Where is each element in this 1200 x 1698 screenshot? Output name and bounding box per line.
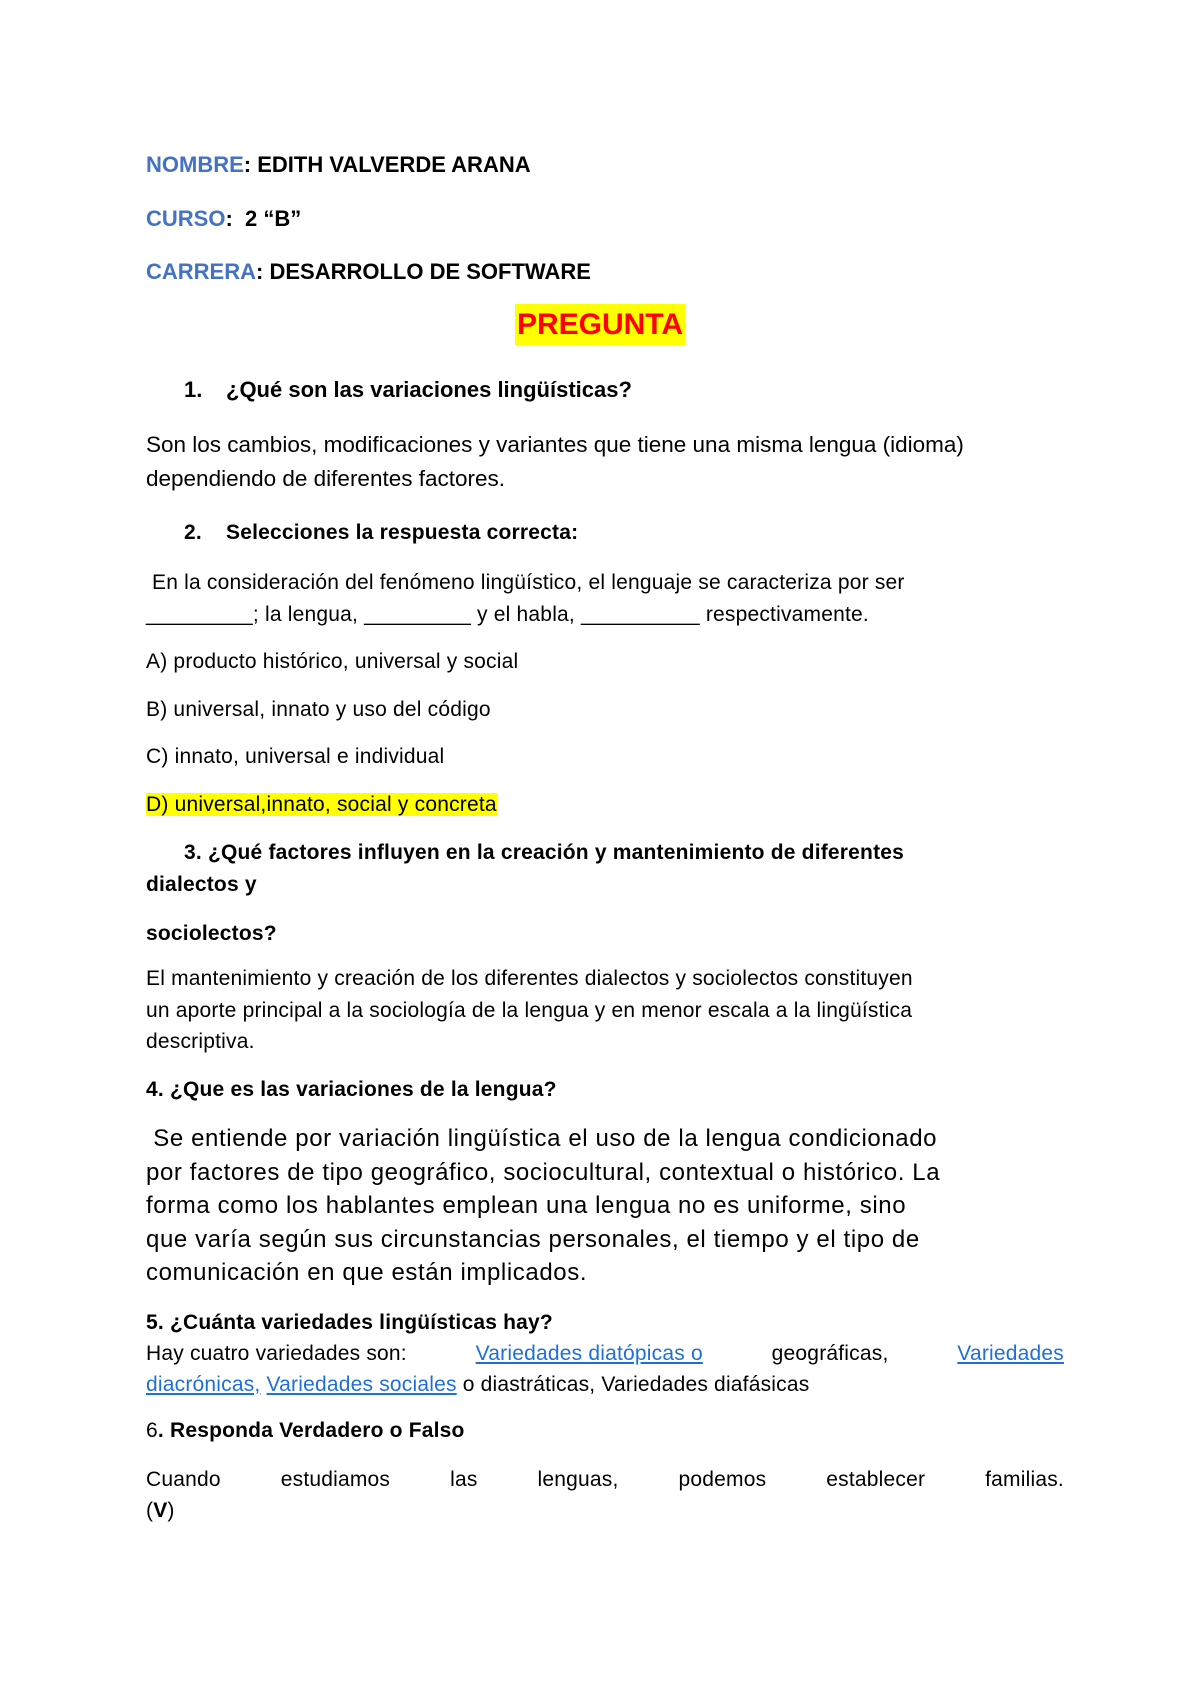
q6-statement-word: establecer xyxy=(826,1468,926,1491)
carrera-line: CARRERA: DESARROLLO DE SOFTWARE xyxy=(146,259,591,284)
curso-label: CURSO xyxy=(146,206,226,231)
q4-answer-line1-pre: Se entiende por variación lingüística el xyxy=(153,1125,596,1152)
q6-statement xyxy=(146,1468,1064,1492)
q6-statement-word: lenguas, xyxy=(537,1468,619,1491)
nombre-line: NOMBRE: EDITH VALVERDE ARANA xyxy=(146,152,531,177)
link-variedades-diacronicas[interactable]: diacrónicas, xyxy=(146,1373,261,1396)
q6-statement-word: estudiamos xyxy=(280,1468,391,1491)
q5-question: 5. ¿Cuánta variedades lingüísticas hay? xyxy=(146,1311,553,1334)
q4-answer-line1 xyxy=(146,1125,937,1153)
q3-answer-line2: un aporte principal a la sociología de la lengua y en menor escala a la lingüística xyxy=(146,999,913,1022)
q6-answer: (V) xyxy=(146,1499,175,1522)
carrera-label: CARRERA xyxy=(146,259,256,284)
curso-value: 2 “B” xyxy=(245,206,302,231)
nombre-label: NOMBRE xyxy=(146,152,244,177)
q2-option-d-highlighted: D) universal,innato, social y concreta xyxy=(146,793,497,816)
q4-answer-line2: por factores de tipo geográfico, sociocultural, contextual o histórico. La xyxy=(146,1159,941,1186)
carrera-value: DESARROLLO DE SOFTWARE xyxy=(269,259,591,284)
q2-question xyxy=(184,521,578,545)
q5-answer-line2 xyxy=(146,1373,809,1397)
q3-question-line3: sociolectos? xyxy=(146,922,277,945)
q4-answer-line1-post: condicionado xyxy=(781,1125,938,1152)
q6-statement-word: Cuando xyxy=(146,1468,221,1491)
q6-question xyxy=(146,1419,465,1443)
q5-line1-text: Hay cuatro variedades son: xyxy=(146,1342,407,1365)
q6-answer-value: V xyxy=(153,1499,168,1522)
link-variedades-diatopicas[interactable]: Variedades diatópicas o xyxy=(475,1342,703,1365)
q6-number: 6 xyxy=(146,1419,158,1442)
page-title: PREGUNTA xyxy=(515,304,685,345)
nombre-value: EDITH VALVERDE ARANA xyxy=(257,152,531,177)
q4-answer-line4: que varía según sus circunstancias personales, el tiempo y el tipo de xyxy=(146,1226,920,1253)
link-variedades-sociales[interactable]: Variedades sociales xyxy=(266,1373,457,1396)
q1-number: 1. xyxy=(184,377,203,402)
q1-answer-line2: dependiendo de diferentes factores. xyxy=(146,466,506,491)
q2-number: 2. xyxy=(184,521,202,544)
q2-option-b: B) universal, innato y uso del código xyxy=(146,698,491,721)
q6-statement-word: podemos xyxy=(678,1468,767,1491)
q3-answer-line1: El mantenimiento y creación de los diferentes dialectos y sociolectos constituyen xyxy=(146,967,913,990)
q2-option-d xyxy=(146,793,497,817)
q6-question-text: . Responda Verdadero o Falso xyxy=(157,1419,465,1442)
q6-statement-word: las xyxy=(450,1468,478,1491)
q3-answer-line3: descriptiva. xyxy=(146,1030,255,1053)
q5-line2-rest: o diastráticas, Variedades diafásicas xyxy=(462,1373,810,1396)
q4-question: 4. ¿Que es las variaciones de la lengua? xyxy=(146,1078,557,1101)
q2-option-a: A) producto histórico, universal y social xyxy=(146,650,519,673)
q5-line1-mid: geográficas, xyxy=(771,1342,889,1365)
curso-line: CURSO: 2 “B” xyxy=(146,206,302,231)
q4-answer-line5: comunicación en que están implicados. xyxy=(146,1259,588,1286)
q2-question-text: Selecciones la respuesta correcta: xyxy=(226,521,579,544)
q3-question-line2: dialectos y xyxy=(146,873,257,896)
link-variedades-diacronicas-start[interactable]: Variedades xyxy=(957,1342,1064,1365)
q5-answer-line1 xyxy=(146,1342,1064,1366)
q1-question-text: ¿Qué son las variaciones lingüísticas? xyxy=(226,377,632,402)
q1-answer-line1: Son los cambios, modificaciones y variantes que tiene una misma lengua (idioma) xyxy=(146,432,964,457)
q4-answer-line3: forma como los hablantes emplean una lengua no es uniforme, sino xyxy=(146,1192,907,1219)
page-title-wrap xyxy=(0,308,1200,342)
q1-question xyxy=(184,377,632,403)
q2-prompt-line1: En la consideración del fenómeno lingüístico, el lenguaje se caracteriza por ser xyxy=(152,571,905,594)
q6-statement-word: familias. xyxy=(985,1468,1064,1491)
q2-prompt-line2: _________; la lengua, _________ y el habla, __________ respectivamente. xyxy=(146,603,869,626)
q3-question-line1: 3. ¿Qué factores influyen en la creación y mantenimiento de diferentes xyxy=(184,841,905,864)
q4-answer-line1-em: uso de la lengua xyxy=(595,1125,782,1152)
q2-option-c: C) innato, universal e individual xyxy=(146,745,445,768)
